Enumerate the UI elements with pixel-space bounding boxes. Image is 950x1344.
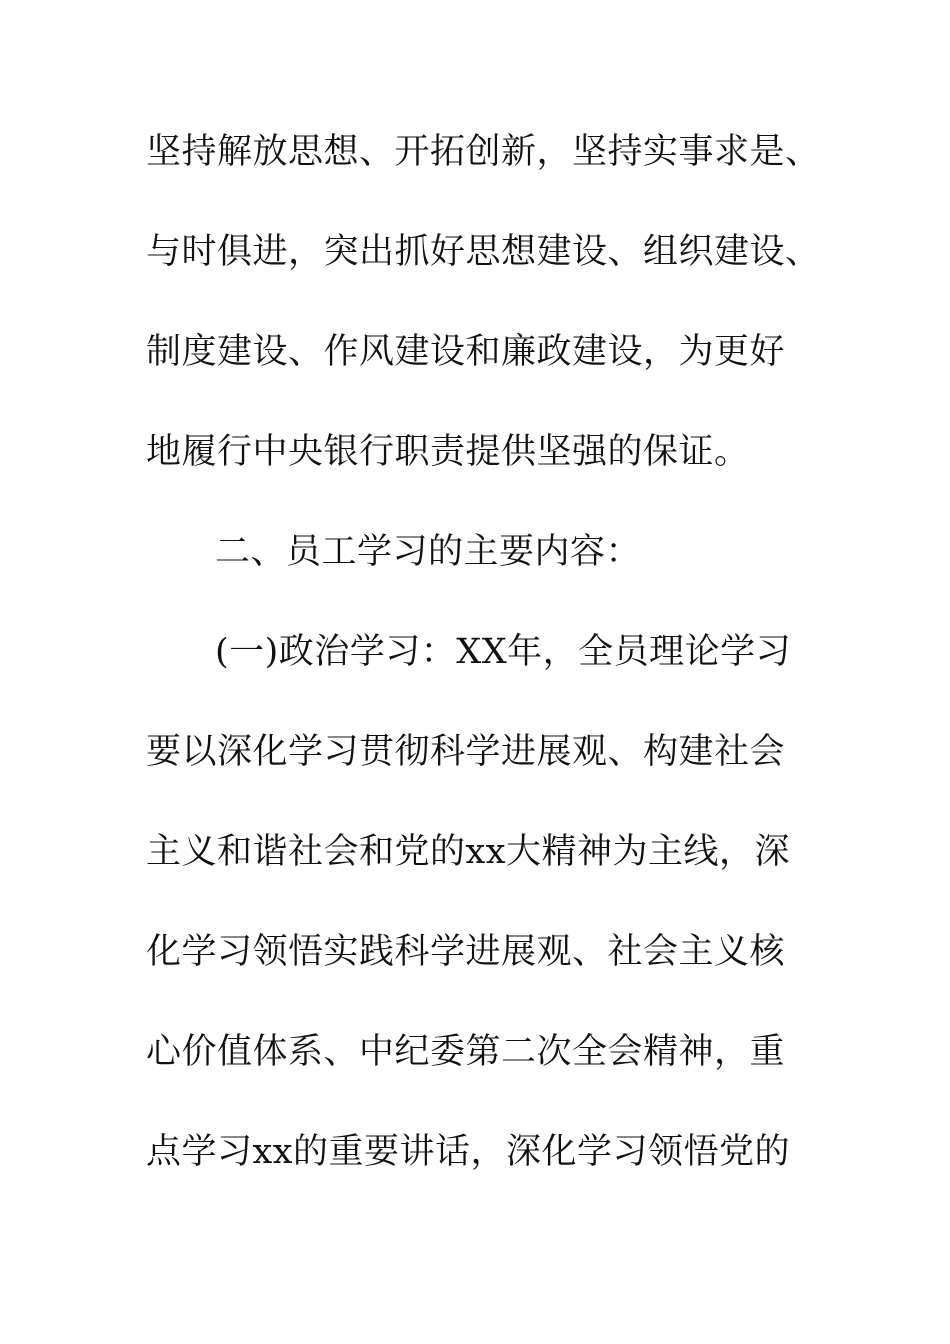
paragraph-line-1: 坚持解放思想、开拓创新，坚持实事求是、 <box>146 132 821 172</box>
paragraph-line-3: 制度建设、作风建设和廉政建设，为更好 <box>146 332 786 372</box>
paragraph-line-7: 要以深化学习贯彻科学进展观、构建社会 <box>146 732 786 772</box>
section-heading: 二、员工学习的主要内容： <box>215 532 642 572</box>
paragraph-line-4: 地履行中央银行职责提供坚强的保证。 <box>146 432 750 472</box>
paragraph-line-2: 与时俱进，突出抓好思想建设、组织建设、 <box>146 232 821 272</box>
subsection-heading: (一)政治学习：XX年，全员理论学习 <box>215 632 792 672</box>
paragraph-line-8: 主义和谐社会和党的xx大精神为主线，深 <box>146 832 790 872</box>
paragraph-line-11: 点学习xx的重要讲话，深化学习领悟党的 <box>146 1132 790 1172</box>
paragraph-line-10: 心价值体系、中纪委第二次全会精神，重 <box>146 1032 786 1072</box>
paragraph-line-9: 化学习领悟实践科学进展观、社会主义核 <box>146 932 786 972</box>
